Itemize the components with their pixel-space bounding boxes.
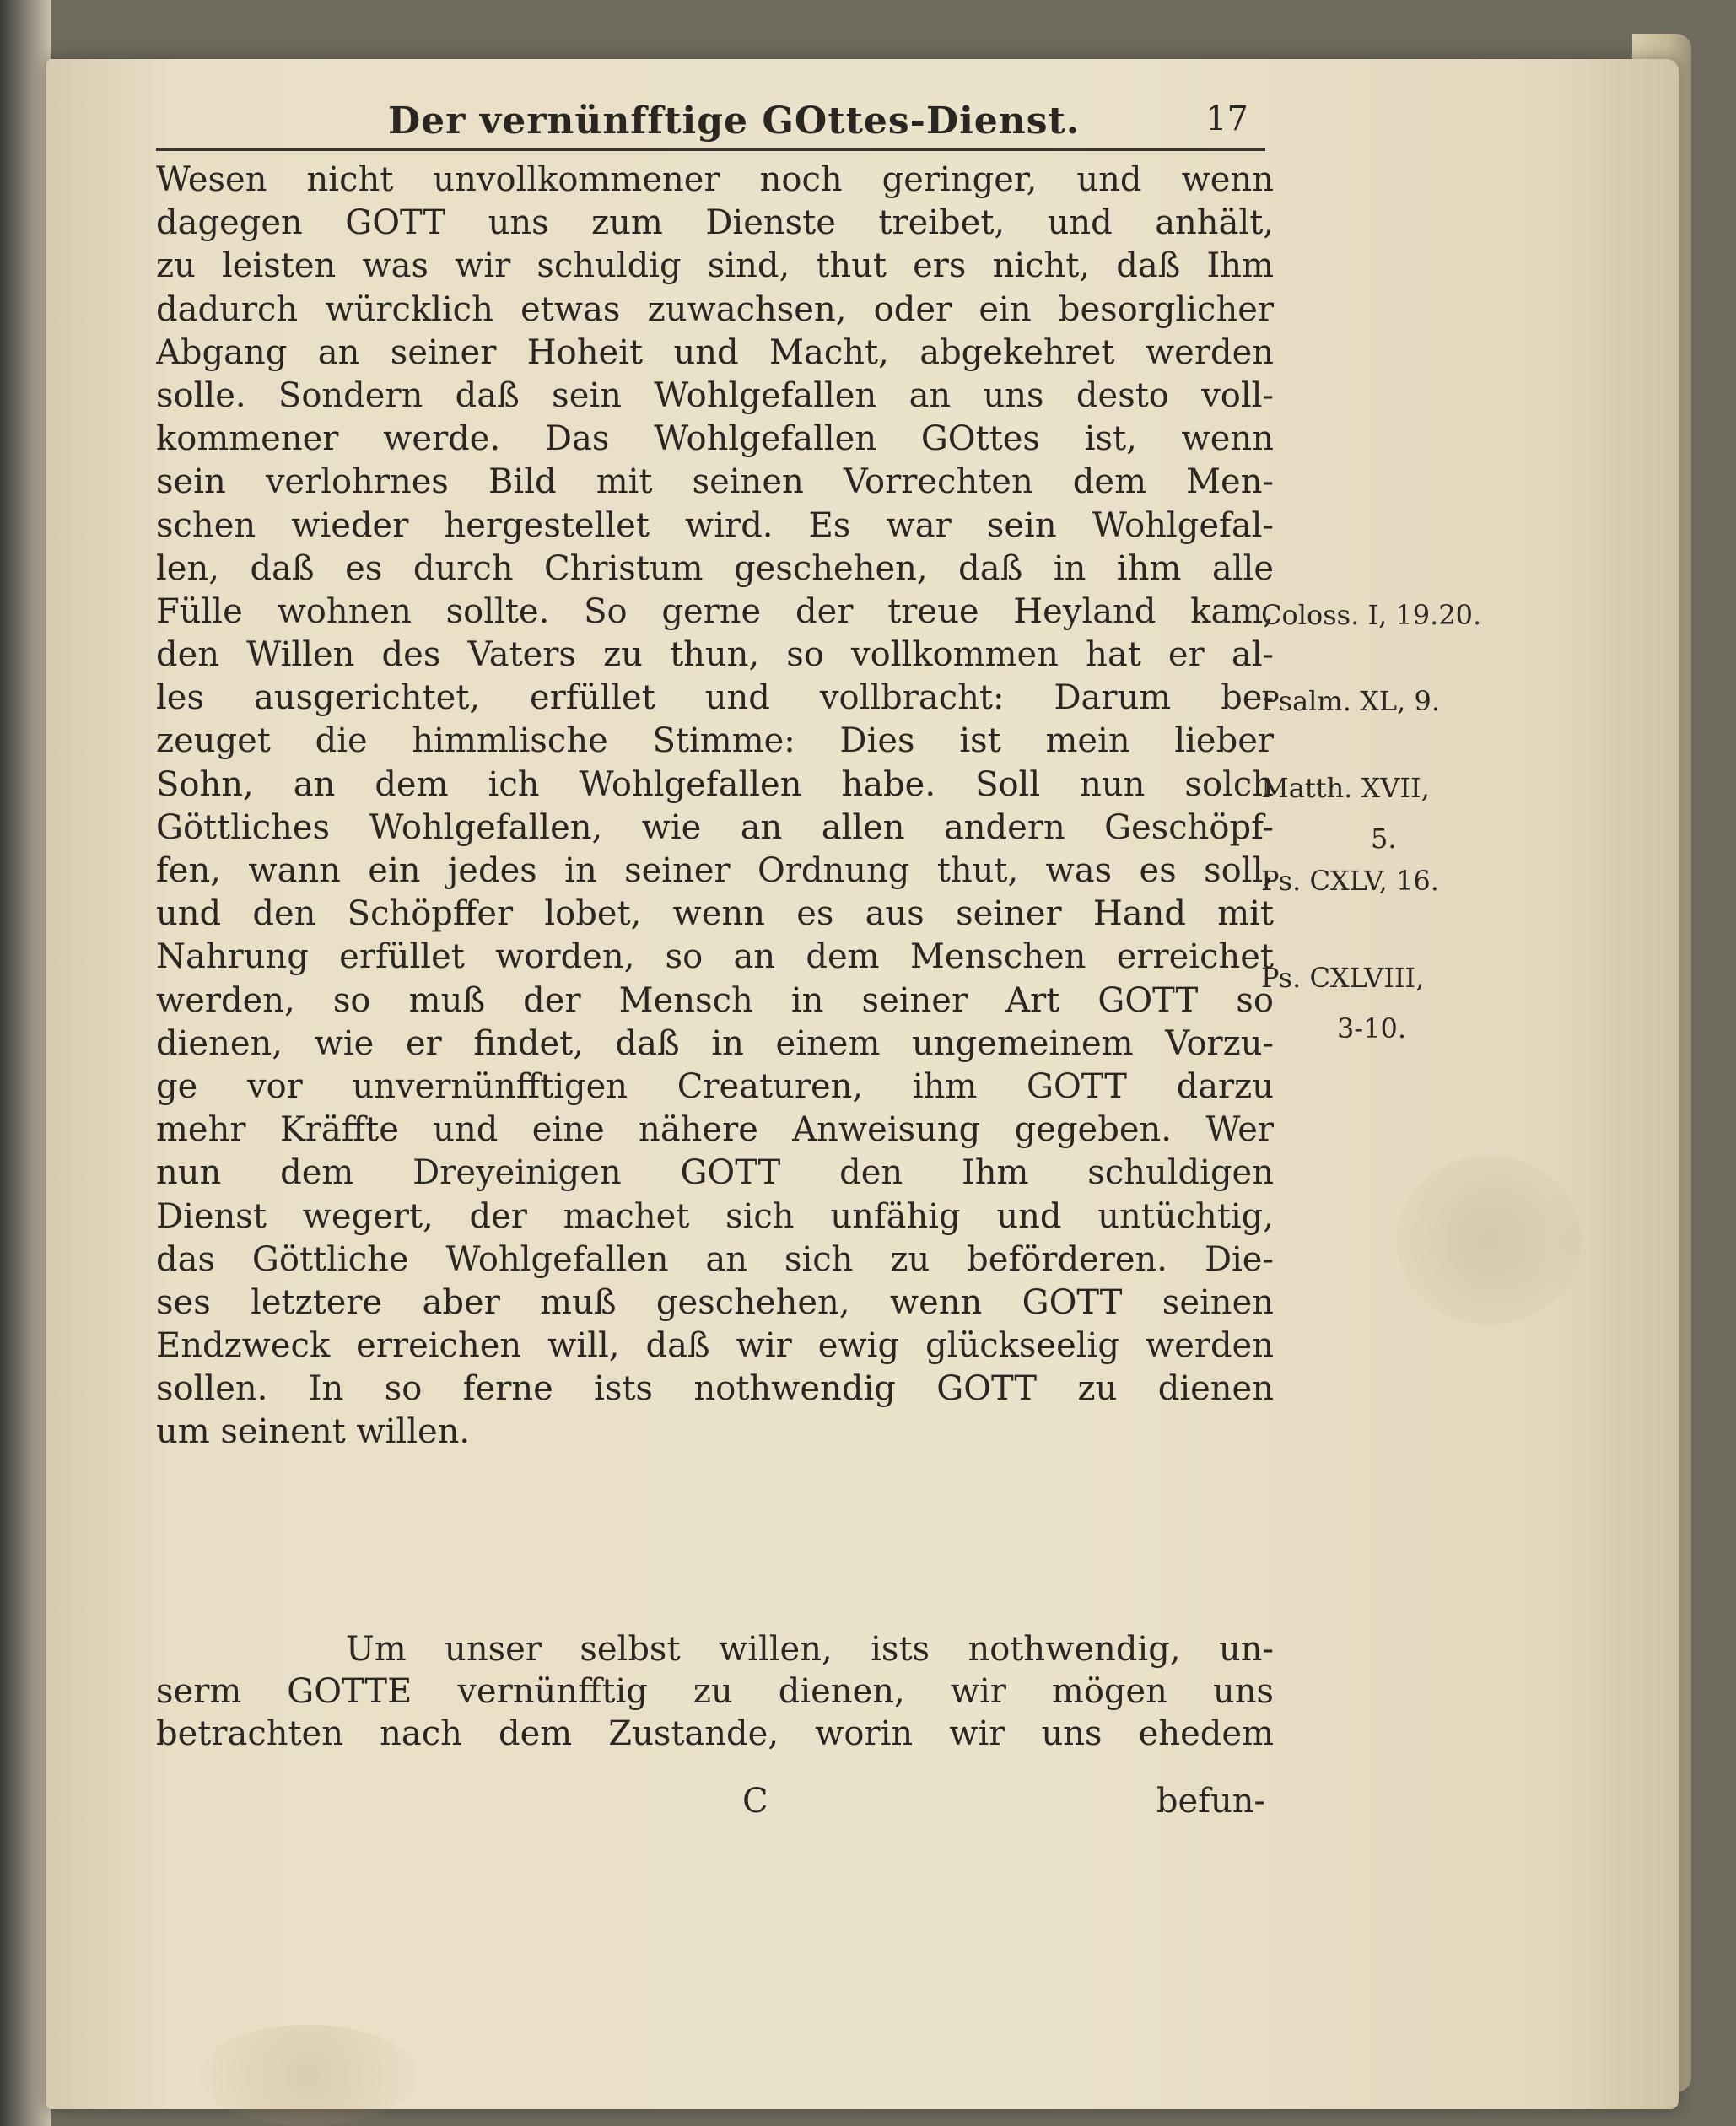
margin-note: Ps. CXLVIII, [1261,962,1425,994]
text-line: Sohn, an dem ich Wohlgefallen habe. Soll nun solch [156,764,1274,804]
text-line: den Willen des Vaters zu thun, so vollkommen hat er al- [156,635,1274,675]
text-line: Dienst wegert, der machet sich unfähig und untüchtig, [156,1196,1274,1236]
signature-mark: C [742,1782,768,1821]
text-line: schen wieder hergestellet wird. Es war sein Wohlgefal- [156,505,1274,545]
running-head: Der vernünfftige GOttes-Dienst. [388,100,1081,143]
text-line: ses letztere aber muß geschehen, wenn GOTT seinen [156,1282,1274,1322]
text-line: les ausgerichtet, erfüllet und vollbracht: Darum be- [156,678,1274,718]
text-line: um seinent willen. [156,1412,471,1452]
text-line: und den Schöpffer lobet, wenn es aus seiner Hand mit [156,894,1274,934]
margin-note: 5. [1371,823,1397,855]
text-line: werden, so muß der Mensch in seiner Art GOTT so [156,980,1274,1020]
page-number: 17 [1205,100,1248,138]
text-line: Göttliches Wohlgefallen, wie an allen andern Geschöpf- [156,807,1274,847]
paper-stain [1396,1156,1582,1325]
text-line: Wesen nicht unvollkommener noch geringer, und wenn [156,160,1274,199]
text-line: das Göttliche Wohlgefallen an sich zu beförderen. Die- [156,1239,1274,1279]
paragraph-2 [156,1628,1274,1755]
text-line: len, daß es durch Christum geschehen, daß in ihm alle [156,548,1274,588]
text-line: dienen, wie er findet, daß in einem ungemeinem Vorzu- [156,1023,1274,1063]
text-line: serm GOTTE vernünfftig zu dienen, wir mögen uns [156,1672,1274,1711]
margin-note: Coloss. I, 19.20. [1261,599,1482,631]
text-line: Nahrung erfüllet worden, so an dem Menschen erreichet [156,937,1274,977]
paper-stain [198,2025,418,2126]
text-line: mehr Kräffte und eine nähere Anweisung gegeben. Wer [156,1110,1274,1150]
text-line: zeuget die himmlische Stimme: Dies ist mein lieber [156,721,1274,761]
text-line: Abgang an seiner Hoheit und Macht, abgekehret werden [156,332,1274,372]
text-line: Fülle wohnen sollte. So gerne der treue Heyland kam, [156,591,1274,631]
text-line: zu leisten was wir schuldig sind, thut ers nicht, daß Ihm [156,246,1274,286]
catchword: befun- [1156,1782,1265,1821]
text-line: Um unser selbst willen, ists nothwendig, un- [346,1630,1274,1669]
text-line: sein verlohrnes Bild mit seinen Vorrechten dem Men- [156,462,1274,502]
margin-note: Ps. CXLV, 16. [1261,865,1439,897]
text-line: nun dem Dreyeinigen GOTT den Ihm schuldigen [156,1153,1274,1193]
margin-note: Matth. XVII, [1261,772,1430,804]
text-line: fen, wann ein jedes in seiner Ordnung thut, was es soll, [156,851,1274,890]
text-line: dagegen GOTT uns zum Dienste treibet, und anhält, [156,203,1274,243]
paragraph-1 [156,159,1274,1454]
text-line: betrachten nach dem Zustande, worin wir uns ehedem [156,1714,1274,1753]
margin-note: Psalm. XL, 9. [1261,685,1440,717]
margin-note: 3-10. [1337,1012,1407,1044]
text-line: dadurch würcklich etwas zuwachsen, oder ein besorglicher [156,289,1274,329]
text-line: ge vor unvernünfftigen Creaturen, ihm GOTT darzu [156,1066,1274,1106]
text-line: solle. Sondern daß sein Wohlgefallen an uns desto voll- [156,375,1274,415]
text-line: kommener werde. Das Wohlgefallen GOttes ist, wenn [156,419,1274,459]
facing-page-edge [0,0,51,2126]
text-line: sollen. In so ferne ists nothwendig GOTT zu dienen [156,1369,1274,1409]
header-rule [156,148,1265,151]
text-line: Endzweck erreichen will, daß wir ewig glückseelig werden [156,1326,1274,1366]
